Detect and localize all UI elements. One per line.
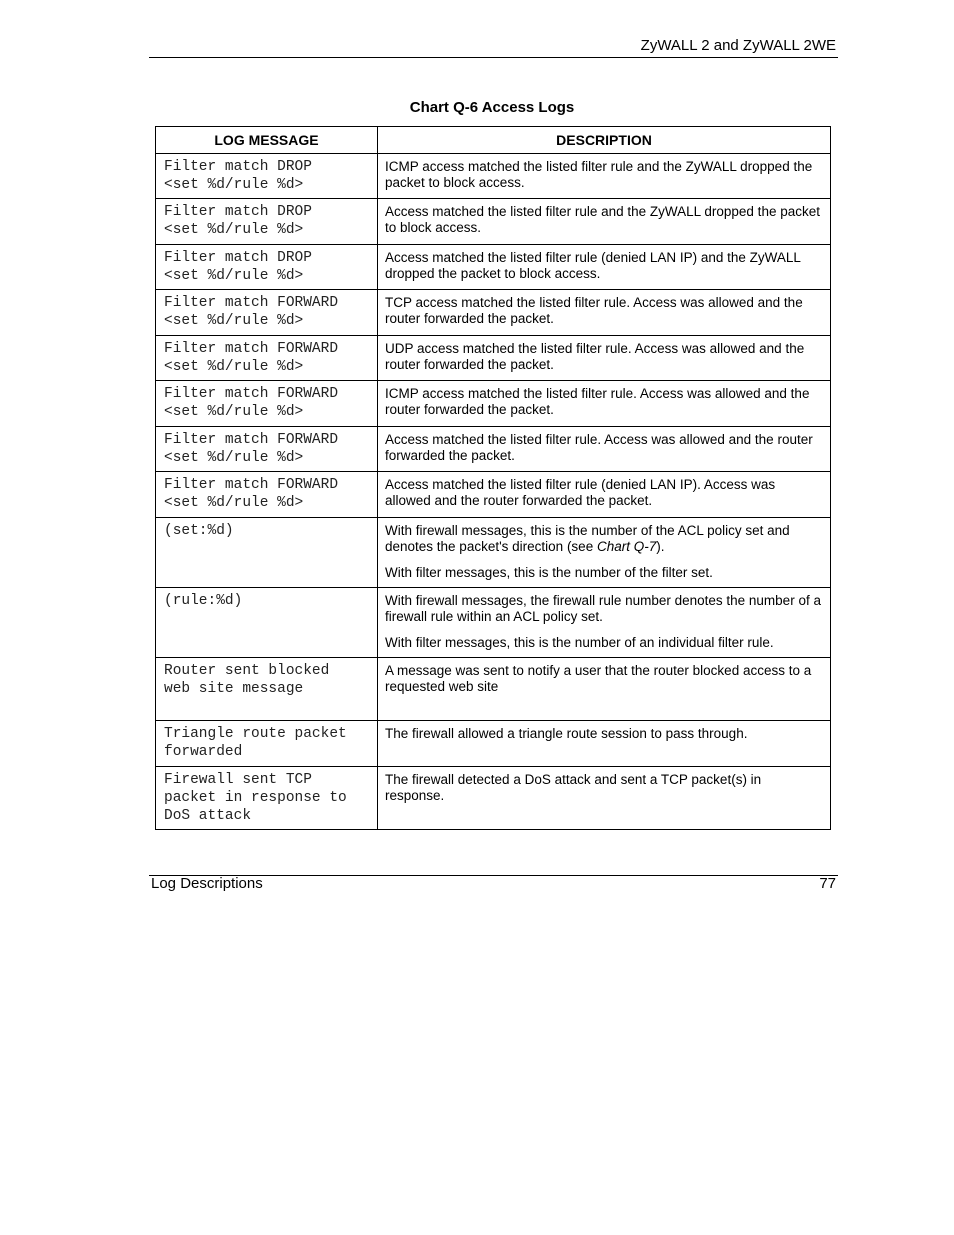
log-message: Filter match FORWARD <set %d/rule %d> (156, 381, 378, 427)
log-message: Triangle route packet forwarded (156, 721, 378, 767)
log-message: (rule:%d) (156, 588, 378, 658)
log-description (378, 518, 831, 588)
table-row (156, 472, 831, 518)
description-paragraph: With firewall messages, the firewall rule number denotes the number of a firewall rule within an ACL policy set. (385, 593, 821, 624)
table-row (156, 658, 831, 721)
log-description: UDP access matched the listed filter rule. Access was allowed and the router forwarded the packet. (378, 336, 831, 381)
chart-title: Chart Q-6 Access Logs (409, 99, 575, 116)
footer-section-title: Log Descriptions (151, 875, 263, 892)
log-message: Filter match FORWARD <set %d/rule %d> (156, 427, 378, 472)
log-message: Filter match FORWARD <set %d/rule %d> (156, 290, 378, 336)
column-header-description: DESCRIPTION (378, 127, 831, 154)
header-title: ZyWALL 2 and ZyWALL 2WE (640, 37, 836, 54)
log-message: Router sent blocked web site message (156, 658, 378, 721)
log-description (378, 588, 831, 658)
table-row (156, 199, 831, 245)
chart-reference: Chart Q-7 (596, 539, 657, 554)
log-description: ICMP access matched the listed filter rule. Access was allowed and the router forwarded the packet. (378, 381, 831, 427)
log-description: Access matched the listed filter rule (denied LAN IP) and the ZyWALL dropped the packet to block access. (378, 245, 831, 290)
description-paragraph: With firewall messages, this is the number of the ACL policy set and denotes the packet's direction (see Chart Q-7). (385, 523, 790, 554)
log-message: (set:%d) (156, 518, 378, 588)
table-row (156, 721, 831, 767)
log-message: Filter match FORWARD <set %d/rule %d> (156, 336, 378, 381)
table-row (156, 427, 831, 472)
log-description: TCP access matched the listed filter rule. Access was allowed and the router forwarded the packet. (378, 290, 831, 336)
log-message: Filter match DROP <set %d/rule %d> (156, 154, 378, 199)
access-logs-table (155, 126, 831, 830)
log-description: Access matched the listed filter rule (denied LAN IP). Access was allowed and the router forwarded the packet. (378, 472, 831, 518)
header-rule (149, 57, 838, 58)
log-description: Access matched the listed filter rule. Access was allowed and the router forwarded the packet. (378, 427, 831, 472)
description-paragraph: With filter messages, this is the number of the filter set. (385, 565, 713, 580)
log-description: The firewall detected a DoS attack and sent a TCP packet(s) in response. (378, 767, 831, 830)
log-message: Filter match DROP <set %d/rule %d> (156, 199, 378, 245)
table-row (156, 336, 831, 381)
table-row (156, 588, 831, 658)
table-row (156, 245, 831, 290)
table-header-row (156, 127, 831, 154)
log-description: The firewall allowed a triangle route session to pass through. (378, 721, 831, 767)
table-row (156, 381, 831, 427)
table-row (156, 767, 831, 830)
log-description: Access matched the listed filter rule and the ZyWALL dropped the packet to block access. (378, 199, 831, 245)
log-message: Firewall sent TCP packet in response to DoS attack (156, 767, 378, 830)
page-number: 77 (819, 875, 836, 892)
log-message: Filter match FORWARD <set %d/rule %d> (156, 472, 378, 518)
log-description: ICMP access matched the listed filter rule and the ZyWALL dropped the packet to block access. (378, 154, 831, 199)
table-row (156, 154, 831, 199)
column-header-log-message: LOG MESSAGE (156, 127, 378, 154)
description-paragraph: With filter messages, this is the number of an individual filter rule. (385, 635, 774, 650)
log-message: Filter match DROP <set %d/rule %d> (156, 245, 378, 290)
log-description: A message was sent to notify a user that the router blocked access to a requested web site (378, 658, 831, 721)
table-row (156, 290, 831, 336)
table-row (156, 518, 831, 588)
